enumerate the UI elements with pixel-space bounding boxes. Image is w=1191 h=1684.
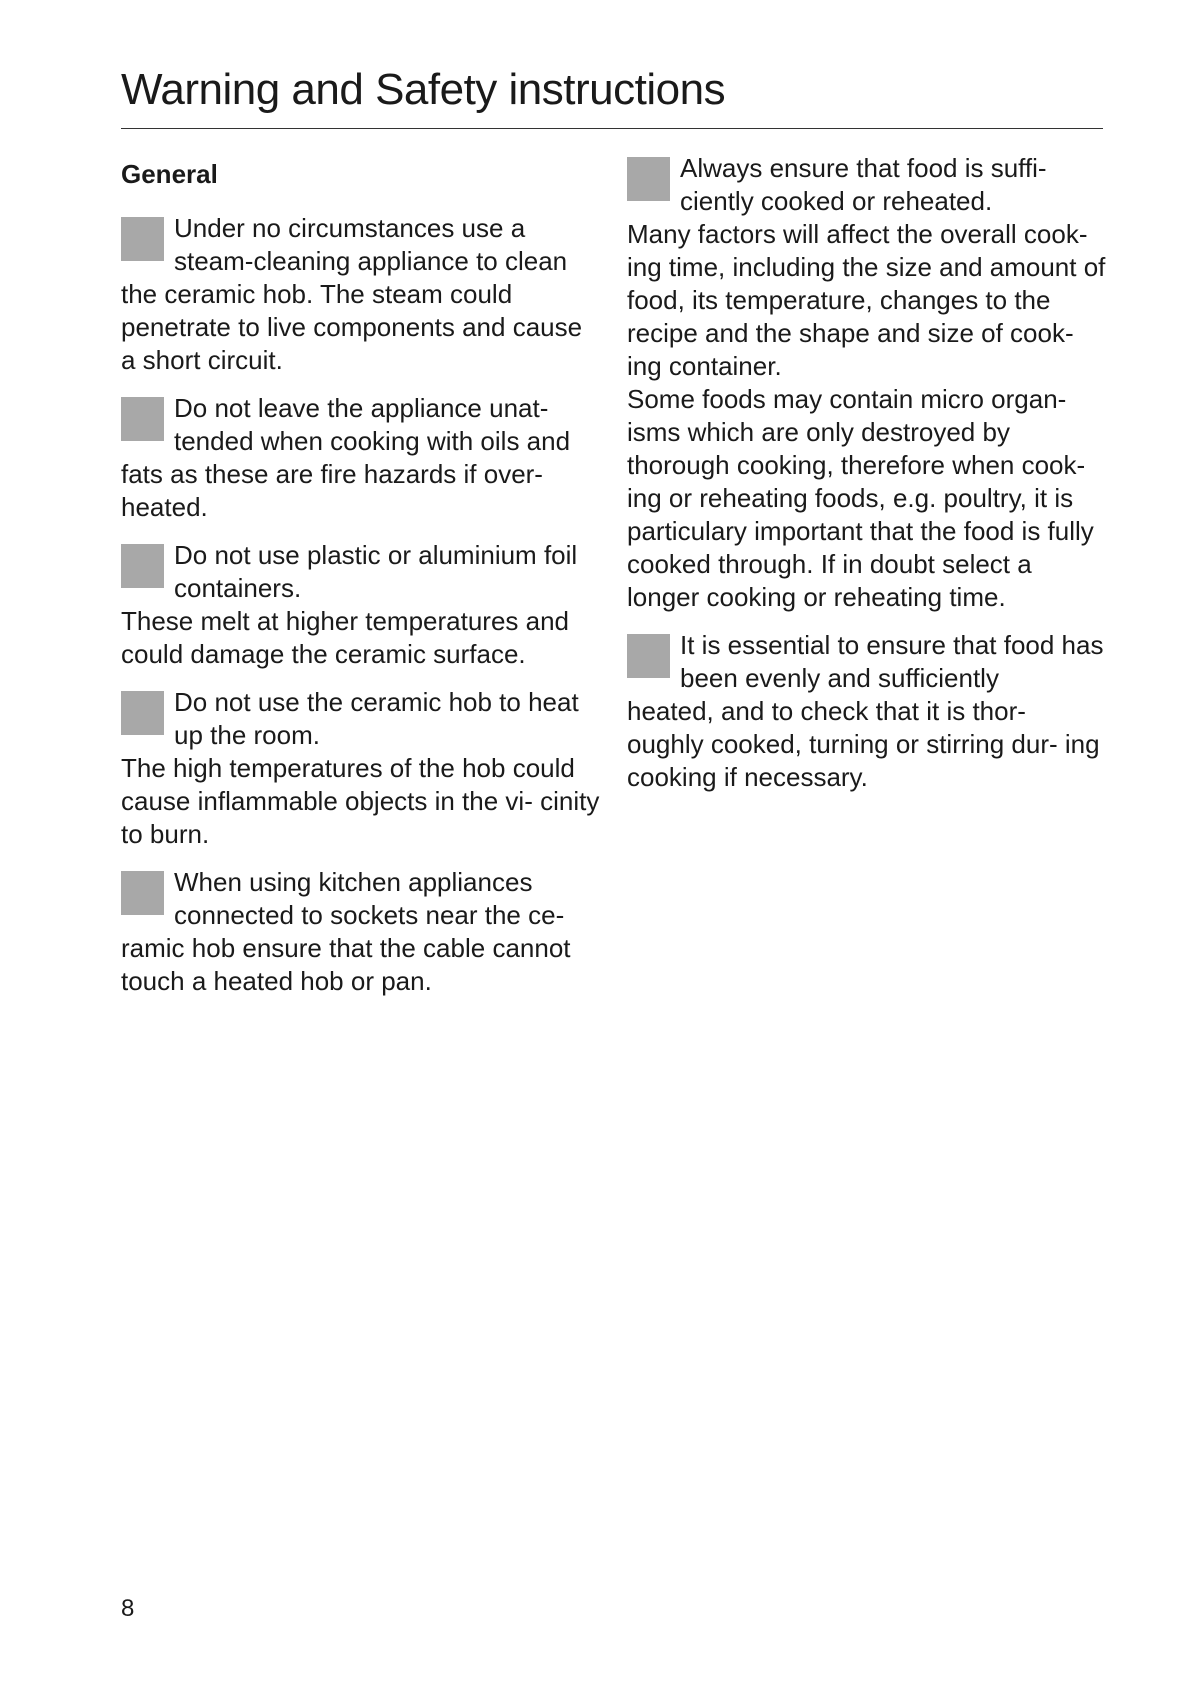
square-bullet-icon (627, 157, 670, 201)
warning-body-text: Many factors will affect the overall cook- ing time, including the size and amount of food, its temperature, changes to the recipe and the shape and size of cook- ing container. (627, 219, 1106, 381)
warning-lead (121, 539, 601, 605)
square-bullet-icon (121, 871, 164, 915)
warning-lead (121, 866, 601, 932)
page-number: 8 (121, 1595, 135, 1622)
warning-lead (121, 686, 601, 752)
warning-lead (121, 392, 601, 458)
warning-item (121, 212, 601, 377)
warning-lead (627, 629, 1107, 695)
warning-body-text: heated, and to check that it is thor- oughly cooked, turning or stirring dur- ing cooking if necessary. (627, 696, 1100, 792)
warning-lead-text: When using kitchen appliances connected to sockets near the ce- (174, 867, 565, 930)
square-bullet-icon (121, 691, 164, 735)
warning-lead-text: Do not leave the appliance unat- tended when cooking with oils and (174, 393, 571, 456)
warning-body-text: Some foods may contain micro organ- isms which are only destroyed by thorough cooking, therefore when cook- ing or reheating foods, e.g. poultry, it is particulary important that the food is fully cooked through. If in doubt select a longer cooking or reheating time. (627, 384, 1094, 612)
warning-item (627, 629, 1107, 794)
warning-lead-text: Do not use the ceramic hob to heat up the room. (174, 687, 579, 750)
square-bullet-icon (121, 397, 164, 441)
square-bullet-icon (121, 544, 164, 588)
right-column (627, 152, 1107, 809)
square-bullet-icon (121, 217, 164, 261)
warning-body-text: fats as these are fire hazards if over- heated. (121, 459, 543, 522)
warning-body-text: These melt at higher temperatures and could damage the ceramic surface. (121, 606, 570, 669)
title-divider (121, 128, 1103, 129)
warning-body-text: The high temperatures of the hob could cause inflammable objects in the vi- cinity to burn. (121, 753, 600, 849)
warning-lead-text: It is essential to ensure that food has been evenly and sufficiently (680, 630, 1104, 693)
warning-body-text: ramic hob ensure that the cable cannot touch a heated hob or pan. (121, 933, 571, 996)
warning-item (121, 686, 601, 851)
left-column (121, 152, 601, 1013)
warning-lead-text: Under no circumstances use a steam-cleaning appliance to clean (174, 213, 568, 276)
warning-lead-text: Always ensure that food is suffi- ciently cooked or reheated. (680, 153, 1047, 216)
warning-item (121, 866, 601, 998)
warning-item (121, 392, 601, 524)
warning-body-text: the ceramic hob. The steam could penetrate to live components and cause a short circuit. (121, 279, 583, 375)
section-heading-general: General (121, 159, 218, 189)
warning-item (121, 539, 601, 671)
warning-lead (627, 152, 1107, 218)
square-bullet-icon (627, 634, 670, 678)
warning-lead (121, 212, 601, 278)
warning-item (627, 152, 1107, 614)
page-title: Warning and Safety instructions (121, 65, 726, 114)
warning-lead-text: Do not use plastic or aluminium foil containers. (174, 540, 578, 603)
